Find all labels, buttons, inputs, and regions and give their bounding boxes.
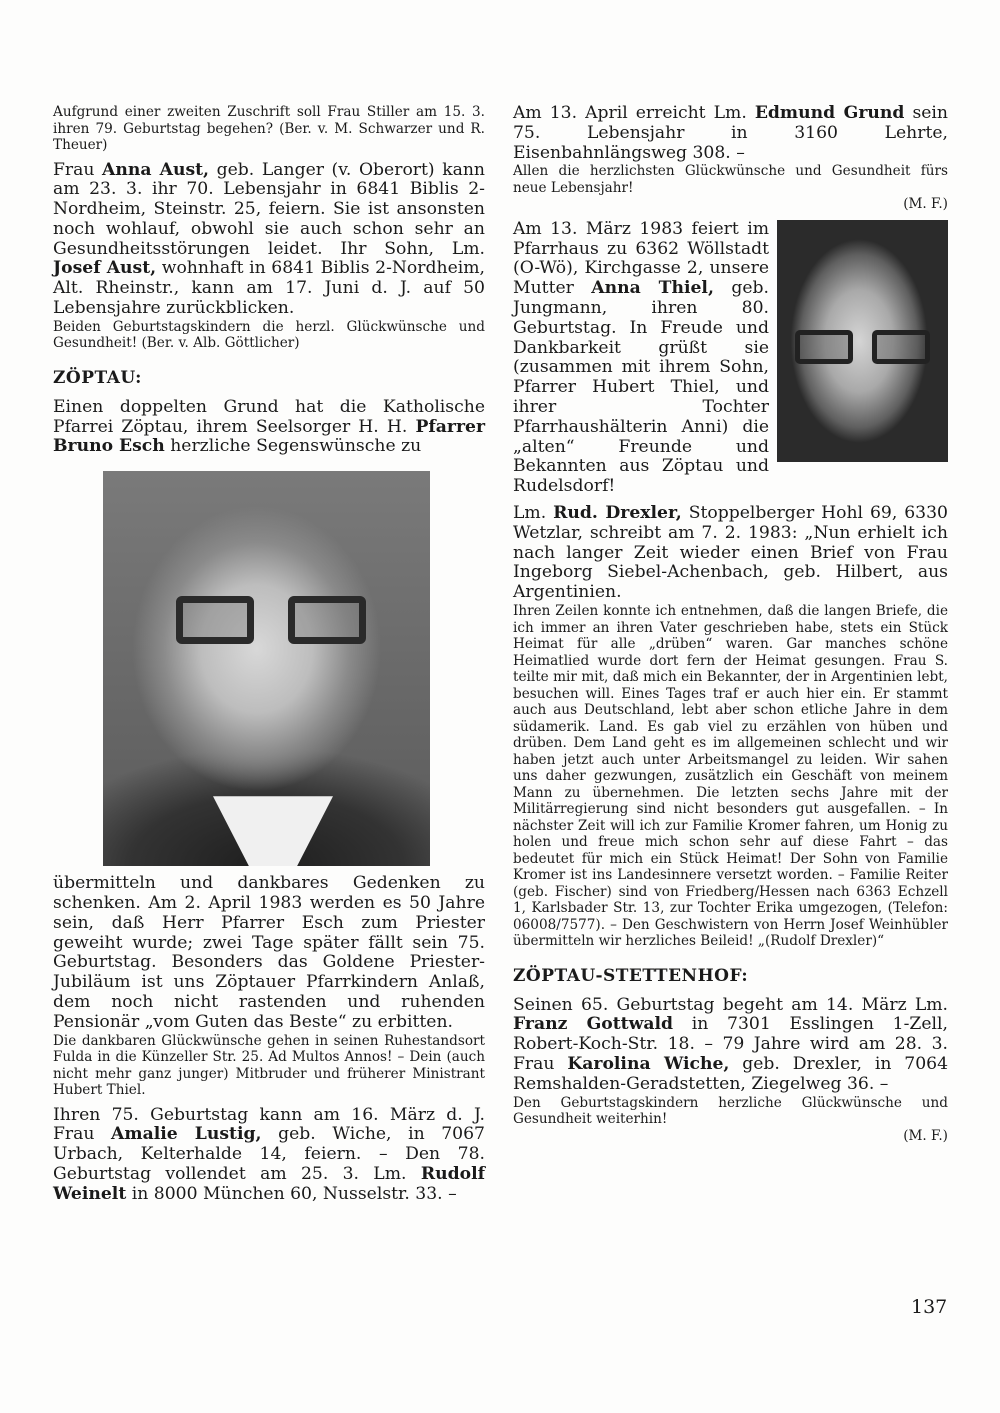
text: geb. Wiche, in 7067 Urbach, Kelterhalde 14, feiern. – Den 78. Geburtstag vollendet am 25. 3. Lm. (53, 1124, 485, 1185)
photo-bruno-esch (103, 471, 430, 866)
signature-row (513, 196, 948, 213)
glasses-shape (176, 596, 366, 646)
section-heading-stettenhof: ZÖPTAU-STETTENHOF: (513, 965, 749, 986)
name-amalie-lustig: Amalie Lustig, (111, 1124, 262, 1145)
entry-bruno-esch-intro (53, 398, 485, 457)
text: Lm. (513, 503, 554, 524)
name-josef-aust: Josef Aust, (53, 258, 157, 279)
entry-anna-thiel-block (513, 220, 948, 497)
page-number: 137 (911, 1296, 948, 1318)
name-rudolf-weinelt: Rudolf Weinelt (53, 1164, 485, 1204)
signature-mf: (M. F.) (903, 196, 948, 213)
text: in 7301 Esslingen 1-Zell, Robert-Koch-Str. 18. – 79 Jahre wird am 28. 3. Frau (513, 1014, 948, 1074)
note-stiller: Aufgrund einer zweiten Zuschrift soll Frau Stiller am 15. 3. ihren 79. Geburtstag begehen? (Ber. v. M. Schwarzer und R. Theuer) (53, 104, 485, 153)
photo-anna-thiel (777, 220, 948, 462)
greeting-mf-1: Allen die herzlichsten Glückwünsche und Gesundheit fürs neue Lebensjahr! (513, 163, 948, 196)
entry-bruno-esch-body: übermitteln und dankbares Gedenken zu schenken. Am 2. April 1983 werden es 50 Jahre sein, daß Herr Pfarrer Esch zum Priester geweiht wurde; zwei Tage später fällt sein 75. Geburtstag. Besonders das Goldene Priester-Jubiläum ist uns Zöptauer Pfarrkindern Anlaß, dem noch nicht rastenden und ruhenden Pensionär „vom Guten das Beste“ zu erbitten. (53, 873, 485, 1032)
entry-rud-drexler (513, 504, 948, 603)
text: geb. Langer (v. Oberort) kann am 23. 3. ihr 70. Lebensjahr in 6841 Biblis 2-Nordheim, Steinstr. 25, feiern. Sie ist ansonsten noch wohlauf, obwohl sie auch schon sehr an Gesundheitsstörungen leidet. Ihr Sohn, Lm. (53, 159, 485, 259)
signature-mf: (M. F.) (903, 1127, 948, 1144)
glasses-shape (795, 330, 930, 366)
greeting-hubert-thiel: Die dankbaren Glückwünsche gehen in seinen Ruhestandsort Fulda in die Künzeller Str. 25. Ad Multos Annos! – Dein (auch nicht mehr ganz junger) Mitbruder und früherer Ministrant Hubert Thiel. (53, 1032, 485, 1099)
text: Ihren 75. Geburtstag kann am 16. März d. J. Frau (53, 1104, 485, 1145)
right-column (513, 104, 948, 1144)
text: Frau (53, 159, 103, 180)
letter-body: Ihren Zeilen konnte ich entnehmen, daß die langen Briefe, die ich immer an ihren Vater geschrieben habe, stets ein Stück Heimat für alle „drüben“ waren. Gar manches schöne Heimatlied wurde dort fern der Heimat gesungen. Frau S. teilte mir mit, daß mich ein Bekannter, der in Argentinien lebt, besuchen will. Eines Tages traf er auch hier ein. Er stammt auch aus Deutschland, lebt aber schon etliche Jahre in dem südamerik. Land. Es gab viel zu erzählen von hüben und drüben. Dem Land geht es im allgemeinen schlecht und wir haben jetzt auch unter Arbeitsmangel zu leiden. Wir sahen uns daher gezwungen, zusätzlich ein Geschäft von meinem Mann zu übernehmen. Die letzten sechs Jahre mit der Militärregierung sind nicht besonders gut ausgefallen. – In nächster Zeit will ich zur Familie Kromer fahren, um Honig zu holen und freue mich schon sehr auf diese Fahrt – das bedeutet für mich ein Stück Heimat! Der Sohn von Familie Kromer ist ins Landesinnere versetzt worden. – Familie Reiter (geb. Fischer) sind von Friedberg/Hessen nach 6363 Echzell 1, Karlsbader Str. 13, zur Tochter Erika umgezogen, (Telefon: 06008/7577). – Den Geschwistern von Herrn Josef Weinhübler übermitteln wir herzliches Beileid! „(Rudolf Drexler)“ (513, 603, 948, 950)
left-column (53, 104, 485, 1205)
text: sein 75. Lebensjahr in 3160 Lehrte, Eisenbahnlängsweg 308. – (513, 103, 948, 163)
entry-anna-aust (53, 161, 485, 319)
text: Einen doppelten Grund hat die Katholische Pfarrei Zöptau, ihrem Seelsorger H. H. (53, 396, 485, 437)
text: geb. Jungmann, ihren 80. Geburtstag. In Freude und Dankbarkeit grüßt sie (zusammen mit ihrem Sohn, Pfarrer Hubert Thiel, und ihrer Tochter Pfarrhaushälterin Anni) die „alten“ Freunde und Bekannten aus Zöptau und Rudelsdorf! (513, 278, 769, 497)
name-rud-drexler: Rud. Drexler, (553, 503, 682, 524)
entry-lustig-weinelt (53, 1106, 485, 1205)
name-anna-thiel: Anna Thiel, (591, 278, 714, 299)
entry-edmund-grund (513, 104, 948, 163)
text: herzliche Segenswünsche zu (164, 436, 422, 457)
text: wohnhaft in 6841 Biblis 2-Nordheim, Alt. Rheinstr., kann am 17. Juni d. J. auf 50 Lebensjahre zurückblicken. (53, 258, 485, 319)
name-edmund-grund: Edmund Grund (754, 103, 905, 123)
collar-shape (213, 796, 333, 866)
name-franz-gottwald: Franz Gottwald (513, 1014, 674, 1035)
text: geb. Drexler, in 7064 Remshalden-Geradstetten, Ziegelweg 36. – (513, 1053, 949, 1094)
name-karolina-wiche: Karolina Wiche, (567, 1053, 730, 1074)
greeting-goettlicher: Beiden Geburtstagskindern die herzl. Glückwünsche und Gesundheit! (Ber. v. Alb. Göttlicher) (53, 318, 485, 352)
name-bruno-esch: Pfarrer Bruno Esch (53, 416, 485, 457)
greeting-mf-2: Den Geburtstagskindern herzliche Glückwünsche und Gesundheit weiterhin! (513, 1094, 948, 1128)
text: Am 13. März 1983 feiert im Pfarrhaus zu 6362 Wöllstadt (O-Wö), Kirchgasse 2, unsere Mutter (513, 218, 769, 299)
text: in 8000 München 60, Nusselstr. 33. – (126, 1183, 457, 1204)
name-anna-aust: Anna Aust, (102, 159, 210, 180)
text: Am 13. April erreicht Lm. (513, 103, 755, 123)
text: Seinen 65. Geburtstag begeht am 14. März Lm. (513, 994, 948, 1015)
entry-gottwald-wiche (513, 996, 948, 1095)
text: Stoppelberger Hohl 69, 6330 Wetzlar, schreibt am 7. 2. 1983: „Nun erhielt ich nach langer Zeit wieder einen Brief von Frau Ingeborg Siebel-Achenbach, geb. Hilbert, aus Argentinien. (513, 503, 948, 603)
section-heading-zoeptau: ZÖPTAU: (53, 367, 142, 388)
signature-row (513, 1128, 948, 1145)
